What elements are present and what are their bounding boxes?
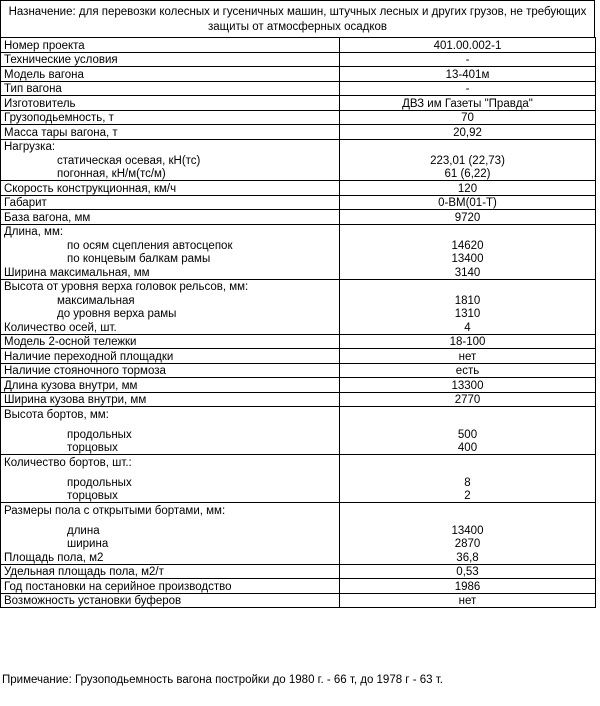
param-value: 70 xyxy=(340,110,596,125)
param-value: 223,01 (22,73) xyxy=(340,153,596,167)
param-value: 18-100 xyxy=(340,334,596,349)
table-row xyxy=(1,489,596,503)
table-row xyxy=(1,293,596,307)
param-label: Наличие переходной площадки xyxy=(1,349,340,364)
param-label: Скорость конструкционная, км/ч xyxy=(1,181,340,196)
table-row xyxy=(1,252,596,266)
footnote: Примечание: Грузоподьемность вагона постройки до 1980 г. - 66 т, до 1978 г - 63 т. xyxy=(2,674,443,686)
param-label: продольных xyxy=(1,469,340,489)
param-value: 13300 xyxy=(340,378,596,393)
param-value: 3140 xyxy=(340,265,596,279)
param-value: 500 xyxy=(340,421,596,441)
table-row xyxy=(1,38,596,53)
param-value: - xyxy=(340,81,596,96)
group-label: Высота от уровня верха головок рельсов, мм: xyxy=(1,279,340,293)
param-value: 14620 xyxy=(340,238,596,252)
param-label: Габарит xyxy=(1,195,340,210)
table-row xyxy=(1,81,596,96)
param-value xyxy=(340,503,596,517)
param-value: 401.00.002-1 xyxy=(340,38,596,53)
param-value: есть xyxy=(340,363,596,378)
table-row xyxy=(1,96,596,111)
param-value: 2870 xyxy=(340,537,596,551)
table-row xyxy=(1,125,596,140)
param-value: 20,92 xyxy=(340,125,596,140)
param-value: 0-ВМ(01-Т) xyxy=(340,195,596,210)
param-value: 13400 xyxy=(340,517,596,537)
param-label: Возможность установки буферов xyxy=(1,593,340,608)
table-row xyxy=(1,238,596,252)
table-row xyxy=(1,307,596,321)
param-value: 2770 xyxy=(340,392,596,407)
param-value: 120 xyxy=(340,181,596,196)
table-row xyxy=(1,579,596,594)
table-row xyxy=(1,550,596,564)
param-label: Номер проекта xyxy=(1,38,340,53)
param-label: Тип вагона xyxy=(1,81,340,96)
table-row xyxy=(1,469,596,489)
param-value xyxy=(340,224,596,238)
table-row xyxy=(1,537,596,551)
group-label: Нагрузка: xyxy=(1,139,340,153)
table-row xyxy=(1,517,596,537)
param-value: 9720 xyxy=(340,210,596,225)
group-label: Размеры пола с открытыми бортами, мм: xyxy=(1,503,340,517)
table-row xyxy=(1,153,596,167)
param-label: Год постановки на серийное производство xyxy=(1,579,340,594)
param-label: погонная, кН/м(тс/м) xyxy=(1,167,340,181)
table-row xyxy=(1,407,596,421)
param-value: нет xyxy=(340,593,596,608)
param-label: Наличие стояночного тормоза xyxy=(1,363,340,378)
param-label: максимальная xyxy=(1,293,340,307)
param-label: Количество осей, шт. xyxy=(1,320,340,334)
param-value: 1310 xyxy=(340,307,596,321)
table-row xyxy=(1,392,596,407)
table-row xyxy=(1,265,596,279)
group-label: Количество бортов, шт.: xyxy=(1,455,340,469)
param-value xyxy=(340,455,596,469)
param-value: 2 xyxy=(340,489,596,503)
param-label: до уровня верха рамы xyxy=(1,307,340,321)
table-row xyxy=(1,320,596,334)
table-row xyxy=(1,224,596,238)
param-value: 13400 xyxy=(340,252,596,266)
param-value xyxy=(340,139,596,153)
param-label: по концевым балкам рамы xyxy=(1,252,340,266)
table-row xyxy=(1,363,596,378)
table-row xyxy=(1,67,596,82)
param-label: торцовых xyxy=(1,441,340,455)
param-label: Удельная площадь пола, м2/т xyxy=(1,564,340,579)
table-row xyxy=(1,52,596,67)
param-label: Площадь пола, м2 xyxy=(1,550,340,564)
param-label: Ширина кузова внутри, мм xyxy=(1,392,340,407)
param-value xyxy=(340,407,596,421)
param-label: Модель вагона xyxy=(1,67,340,82)
group-label: Высота бортов, мм: xyxy=(1,407,340,421)
table-row xyxy=(1,139,596,153)
param-label: ширина xyxy=(1,537,340,551)
param-value xyxy=(340,279,596,293)
param-label: Масса тары вагона, т xyxy=(1,125,340,140)
param-label: База вагона, мм xyxy=(1,210,340,225)
param-value: нет xyxy=(340,349,596,364)
param-value: 4 xyxy=(340,320,596,334)
table-row xyxy=(1,564,596,579)
param-label: Грузоподьемность, т xyxy=(1,110,340,125)
table-row xyxy=(1,378,596,393)
param-label: продольных xyxy=(1,421,340,441)
table-row xyxy=(1,593,596,608)
param-label: Изготовитель xyxy=(1,96,340,111)
table-row xyxy=(1,167,596,181)
param-value: 400 xyxy=(340,441,596,455)
purpose-title: Назначение: для перевозки колесных и гусеничных машин, штучных лесных и других грузов, не требующих защиты от атмосферных осадков xyxy=(0,0,595,38)
param-value: 0,53 xyxy=(340,564,596,579)
param-value: 1810 xyxy=(340,293,596,307)
table-row xyxy=(1,455,596,469)
table-row xyxy=(1,110,596,125)
param-label: Модель 2-осной тележки xyxy=(1,334,340,349)
table-row xyxy=(1,421,596,441)
param-label: по осям сцепления автосцепок xyxy=(1,238,340,252)
group-label: Длина, мм: xyxy=(1,224,340,238)
param-value: 8 xyxy=(340,469,596,489)
param-label: Ширина максимальная, мм xyxy=(1,265,340,279)
param-label: Длина кузова внутри, мм xyxy=(1,378,340,393)
spec-table xyxy=(0,37,596,608)
table-row xyxy=(1,195,596,210)
param-value: ДВЗ им Газеты "Правда" xyxy=(340,96,596,111)
table-row xyxy=(1,181,596,196)
table-row xyxy=(1,279,596,293)
param-value: 1986 xyxy=(340,579,596,594)
param-label: статическая осевая, кН(тс) xyxy=(1,153,340,167)
param-value: - xyxy=(340,52,596,67)
table-row xyxy=(1,349,596,364)
param-label: торцовых xyxy=(1,489,340,503)
param-label: длина xyxy=(1,517,340,537)
param-value: 61 (6,22) xyxy=(340,167,596,181)
table-row xyxy=(1,210,596,225)
table-row xyxy=(1,441,596,455)
table-row xyxy=(1,503,596,517)
table-row xyxy=(1,334,596,349)
param-value: 13-401м xyxy=(340,67,596,82)
param-value: 36,8 xyxy=(340,550,596,564)
param-label: Технические условия xyxy=(1,52,340,67)
